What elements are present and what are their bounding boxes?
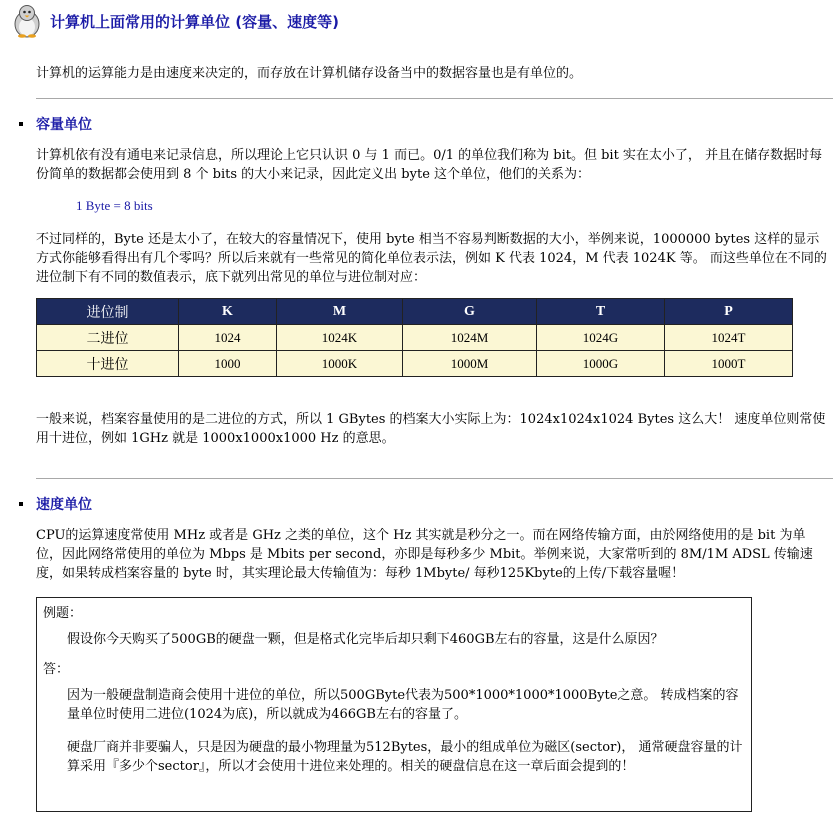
table-cell: 1000G xyxy=(537,351,665,377)
section-title: 速度单位 xyxy=(36,497,92,513)
table-header-cell: P xyxy=(665,299,793,325)
example-box xyxy=(36,597,752,812)
table-cell: 十进位 xyxy=(37,351,179,377)
answer-paragraph-1: 因为一般硬盘制造商会使用十进位的单位，所以500GByte代表为500*1000*1000*1000Byte之意。 转成档案的容量单位时使用二进位(1024为底)，所以就成为466GB左右的容量了。 xyxy=(67,688,739,722)
table-cell: 1000 xyxy=(179,351,277,377)
table-cell: 1000K xyxy=(277,351,403,377)
table-header-cell: G xyxy=(403,299,537,325)
table-row xyxy=(37,351,793,377)
bullet-icon xyxy=(19,122,23,126)
speed-paragraph-1: CPU的运算速度常使用 MHz 或者是 GHz 之类的单位，这个 Hz 其实就是秒分之一。而在网络传输方面，由於网络使用的是 bit 为单位，因此网络常使用的单位为 Mbps 是 Mbits per second，亦即是每秒多少 Mbit。举例来说，大家常听到的 8M/1M ADSL 传输速度，如果转成档案容量的 byte 时，其实理论最大传输值为：每秒 1Mbyte/ 每秒125Kbyte的上传/下载容量喔！ xyxy=(36,528,813,581)
penguin-icon xyxy=(12,4,42,38)
table-cell: 1024M xyxy=(403,325,537,351)
divider xyxy=(36,478,833,479)
answer-paragraph-2: 硬盘厂商并非要骗人，只是因为硬盘的最小物理量为512Bytes，最小的组成单位为磁区(sector)， 通常硬盘容量的计算采用『多少个sector』，所以才会使用十进位来处理的。相关的硬盘信息在这一章后面会提到的！ xyxy=(67,740,743,774)
capacity-paragraph-2: 不过同样的，Byte 还是太小了，在较大的容量情况下，使用 byte 相当不容易判断数据的大小，举例来说，1000000 bytes 这样的显示方式你能够看得出有几个零吗？所以后来就有一些常见的简化单位表示法，例如 K 代表 1024，M 代表 1024K 等。 而这些单位在不同的进位制下有不同的数值表示，底下就列出常见的单位与进位制对应： xyxy=(36,232,827,285)
intro-paragraph: 计算机的运算能力是由速度来决定的，而存放在计算机储存设备当中的数据容量也是有单位的。 xyxy=(36,66,583,81)
table-cell: 1024 xyxy=(179,325,277,351)
capacity-paragraph-1: 计算机依有没有通电来记录信息，所以理论上它只认识 0 与 1 而已。0/1 的单位我们称为 bit。但 bit 实在太小了， 并且在储存数据时每份简单的数据都会使用到 8 个 bits 的大小来记录，因此定义出 byte 这个单位，他们的关系为： xyxy=(36,148,823,182)
answer-label: 答： xyxy=(43,662,70,677)
page-title: 计算机上面常用的计算单位 (容量、速度等) xyxy=(50,13,339,31)
table-header-row xyxy=(37,299,793,325)
question-label: 例题： xyxy=(43,606,83,621)
table-header-cell: K xyxy=(179,299,277,325)
table-header-cell: M xyxy=(277,299,403,325)
byte-formula: 1 Byte = 8 bits xyxy=(76,198,153,213)
table-cell: 1024G xyxy=(537,325,665,351)
table-header-cell: 进位制 xyxy=(37,299,179,325)
question-text: 假设你今天购买了500GB的硬盘一颗，但是格式化完毕后却只剩下460GB左右的容量，这是什么原因？ xyxy=(67,632,664,647)
table-cell: 1024T xyxy=(665,325,793,351)
divider xyxy=(36,98,833,99)
table-cell: 1024K xyxy=(277,325,403,351)
table-cell: 1000M xyxy=(403,351,537,377)
bullet-icon xyxy=(19,502,23,506)
table-cell: 1000T xyxy=(665,351,793,377)
table-header-cell: T xyxy=(537,299,665,325)
table-cell: 二进位 xyxy=(37,325,179,351)
unit-table xyxy=(36,298,793,377)
section-title: 容量单位 xyxy=(36,117,92,133)
capacity-paragraph-3: 一般来说，档案容量使用的是二进位的方式，所以 1 GBytes 的档案大小实际上为：1024x1024x1024 Bytes 这么大！ 速度单位则常使用十进位，例如 1GHz 就是 1000x1000x1000 Hz 的意思。 xyxy=(36,412,826,446)
page-header xyxy=(12,4,822,40)
table-row xyxy=(37,325,793,351)
